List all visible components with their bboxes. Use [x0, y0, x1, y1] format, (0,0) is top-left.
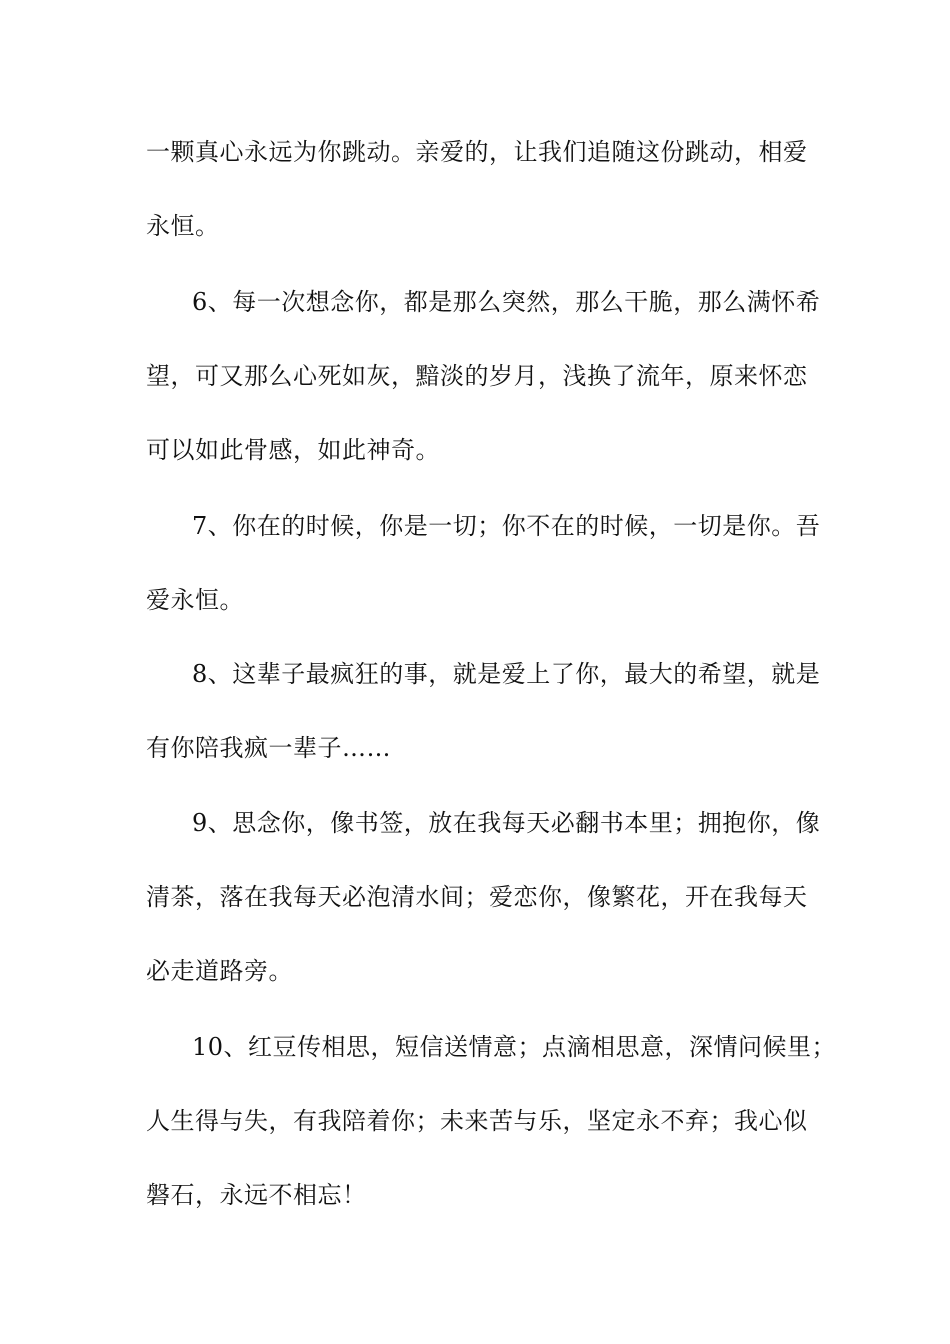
- paragraph-6-start: 6、每一次想念你，都是那么突然，那么干脆，那么满怀希: [192, 288, 821, 316]
- paragraph-7-start: 7、你在的时候，你是一切；你不在的时候，一切是你。吾: [192, 512, 821, 540]
- text-line: 清茶，落在我每天必泡清水间；爱恋你，像繁花，开在我每天: [146, 883, 808, 911]
- paragraph-9-start: 9、思念你，像书签，放在我每天必翻书本里；拥抱你，像: [192, 809, 821, 837]
- text-line: 必走道路旁。: [146, 957, 293, 985]
- text-line: 永恒。: [146, 212, 220, 240]
- paragraph-10-start: 10、红豆传相思，短信送情意；点滴相思意，深情问候里；: [192, 1033, 837, 1061]
- text-line: 可以如此骨感，如此神奇。: [146, 436, 440, 464]
- text-line: 人生得与失，有我陪着你；未来苦与乐，坚定永不弃；我心似: [146, 1107, 808, 1135]
- text-line: 磐石，永远不相忘！: [146, 1181, 367, 1209]
- text-line: 一颗真心永远为你跳动。亲爱的，让我们追随这份跳动，相爱: [146, 138, 808, 166]
- paragraph-8-start: 8、这辈子最疯狂的事，就是爱上了你，最大的希望，就是: [192, 660, 821, 688]
- text-line: 爱永恒。: [146, 586, 244, 614]
- text-line: 望，可又那么心死如灰，黯淡的岁月，浅换了流年，原来怀恋: [146, 362, 808, 390]
- text-line: 有你陪我疯一辈子……: [146, 734, 391, 762]
